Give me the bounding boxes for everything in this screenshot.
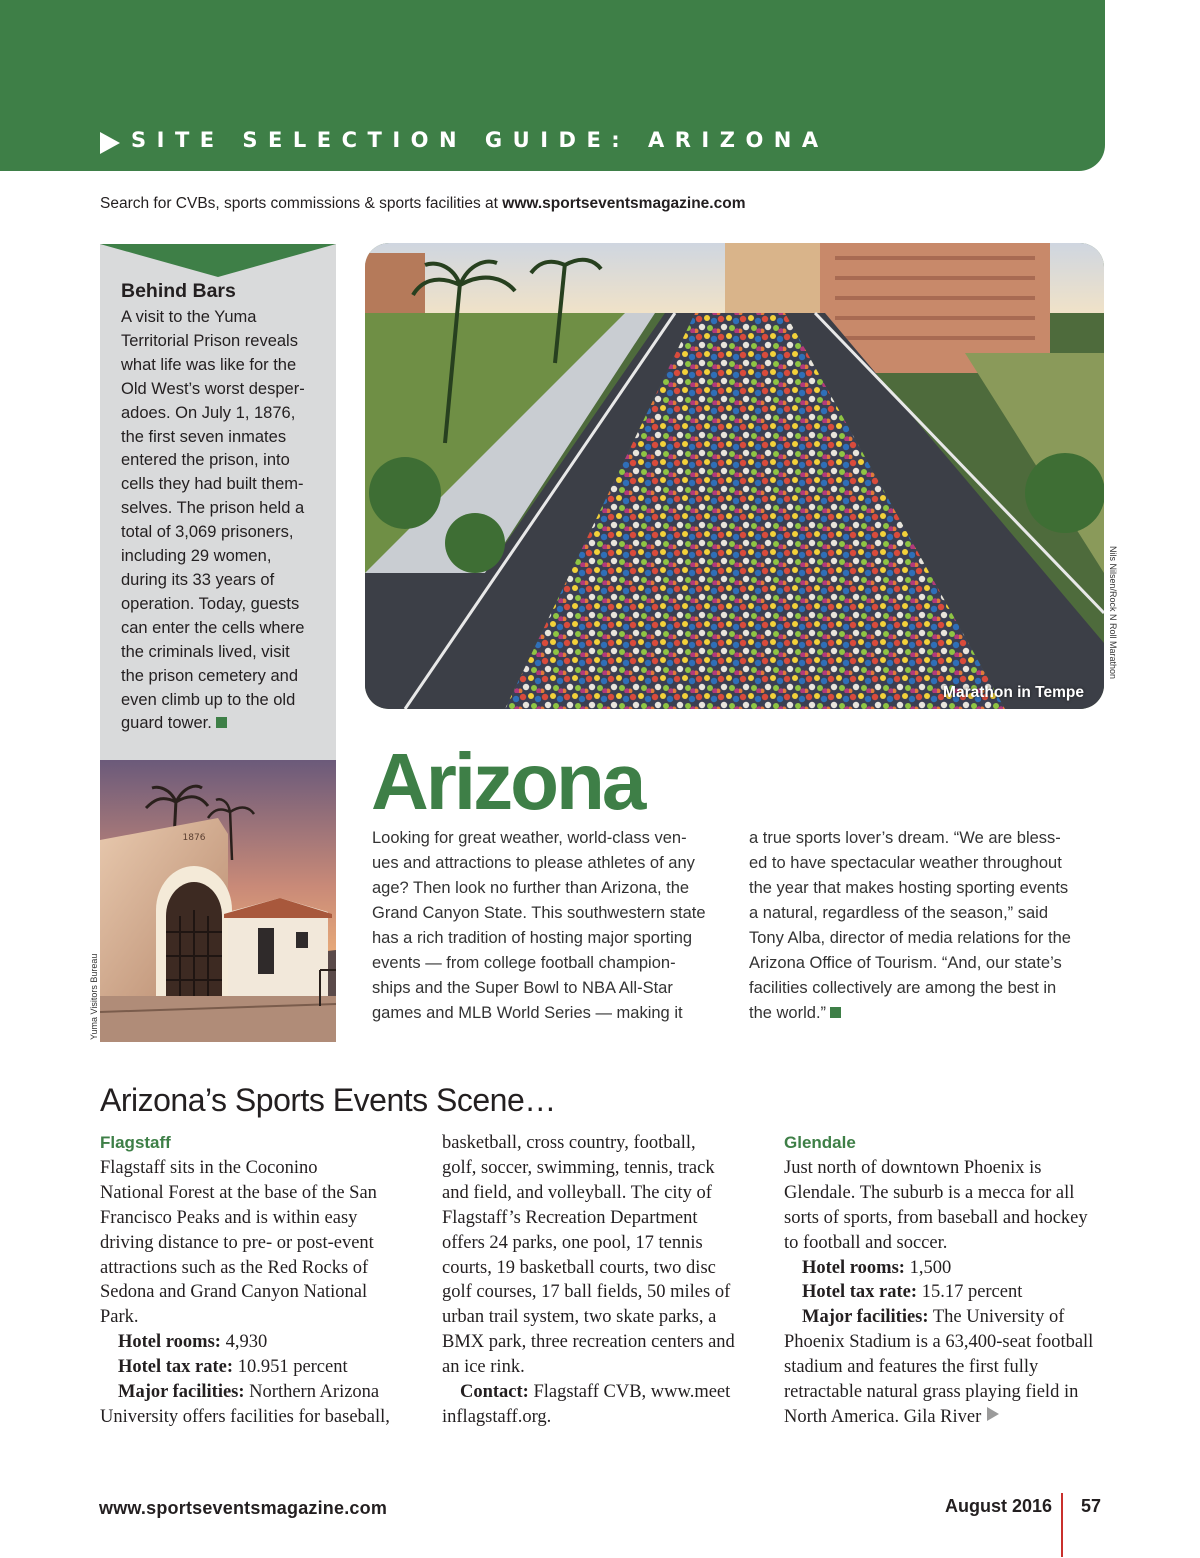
intro-line: Looking for great weather, world-class ven- xyxy=(372,829,687,847)
chevron-down-icon xyxy=(100,244,336,277)
section-title: SITE SELECTION GUIDE: ARIZONA xyxy=(131,128,829,152)
sidebar-line: even climb up to the old xyxy=(121,690,296,709)
photo-caption: Marathon in Tempe xyxy=(943,684,1084,701)
contact-line xyxy=(442,1380,770,1405)
header-banner xyxy=(0,0,1105,171)
body-line: urban trail system, two skate parks, a xyxy=(442,1307,717,1328)
intro-column-2 xyxy=(749,826,1109,1026)
footer-date: August 2016 xyxy=(945,1496,1053,1516)
prison-gate-photo xyxy=(100,760,336,1042)
body-line: Sedona and Grand Canyon National xyxy=(100,1282,368,1303)
body-line: Flagstaff’s Recreation Department xyxy=(442,1207,698,1228)
facilities-value: The University of xyxy=(932,1307,1065,1328)
body-line: basketball, cross country, football, xyxy=(442,1133,696,1153)
footer-url[interactable]: www.sportseventsmagazine.com xyxy=(99,1498,388,1518)
page-number: 57 xyxy=(1081,1496,1102,1516)
contact-value[interactable]: Flagstaff CVB, www.meet xyxy=(533,1382,731,1403)
hotel-rooms-line xyxy=(784,1256,1112,1281)
sidebar-line: cells they had built them- xyxy=(121,475,304,494)
facilities-value: Northern Arizona xyxy=(249,1382,380,1403)
marathon-photo xyxy=(365,243,1104,709)
body-line: attractions such as the Red Rocks of xyxy=(100,1257,369,1278)
scene-heading: Arizona’s Sports Events Scene… xyxy=(100,1082,556,1118)
hotel-rooms-label: Hotel rooms: xyxy=(802,1257,905,1278)
photo-credit-marathon: Nils Nilsen/Rock N Roll Marathon xyxy=(1108,546,1118,680)
intro-line: a true sports lover’s dream. “We are bless- xyxy=(749,829,1061,847)
body-line: BMX park, three recreation centers and xyxy=(442,1332,735,1353)
sidebar-line: Old West’s worst desper- xyxy=(121,379,305,398)
end-mark-icon xyxy=(216,717,227,728)
play-arrow-icon xyxy=(100,132,120,154)
intro-line: games and MLB World Series — making it xyxy=(372,1004,683,1022)
intro-line: Arizona Office of Tourism. “And, our state’s xyxy=(749,954,1062,972)
intro-line: ed to have spectacular weather throughout xyxy=(749,854,1062,872)
city-heading-flagstaff: Flagstaff xyxy=(100,1133,171,1152)
sidebar-title: Behind Bars xyxy=(121,280,236,302)
intro-line-last xyxy=(749,1001,1109,1026)
body-line: to football and soccer. xyxy=(784,1232,948,1253)
intro-line: events — from college football champion- xyxy=(372,954,676,972)
flagstaff-column xyxy=(100,1131,428,1430)
sidebar-line: what life was like for the xyxy=(121,355,297,374)
body-line: University offers facilities for baseball, xyxy=(100,1406,390,1427)
sidebar-line-last xyxy=(121,712,327,736)
sidebar-behind-bars xyxy=(100,244,336,760)
search-note-url[interactable]: www.sportseventsmagazine.com xyxy=(502,195,746,212)
contact-label: Contact: xyxy=(460,1382,529,1403)
body-line: golf, soccer, swimming, tennis, track xyxy=(442,1157,715,1178)
body-line: Flagstaff sits in the Coconino xyxy=(100,1157,318,1178)
hotel-rooms-value: 1,500 xyxy=(909,1257,952,1278)
city-heading-glendale: Glendale xyxy=(784,1133,856,1152)
intro-line: Grand Canyon State. This southwestern state xyxy=(372,904,706,922)
sidebar-line: Territorial Prison reveals xyxy=(121,331,298,350)
body-line: Phoenix Stadium is a 63,400-seat football xyxy=(784,1332,1094,1353)
contact-url-cont[interactable]: inflagstaff.org. xyxy=(442,1406,552,1427)
hotel-tax-line xyxy=(100,1355,428,1380)
facilities-label: Major facilities: xyxy=(118,1382,245,1403)
facilities-line xyxy=(784,1305,1112,1330)
end-mark-icon xyxy=(830,1007,841,1018)
sidebar-line: operation. Today, guests xyxy=(121,594,300,613)
body-line: Francisco Peaks and is within easy xyxy=(100,1207,358,1228)
hotel-rooms-line xyxy=(100,1330,428,1355)
hotel-tax-line xyxy=(784,1280,1112,1305)
body-line: driving distance to pre- or post-event xyxy=(100,1232,374,1253)
intro-line: has a rich tradition of hosting major sporting xyxy=(372,929,693,947)
body-line: courts, 19 basketball courts, two disc xyxy=(442,1257,716,1278)
sidebar-line: entered the prison, into xyxy=(121,451,290,470)
body-line: Just north of downtown Phoenix is xyxy=(784,1157,1042,1178)
flagstaff-column-continued xyxy=(442,1131,770,1430)
intro-line: the world.” xyxy=(749,1004,827,1022)
sidebar-line: the prison cemetery and xyxy=(121,666,299,685)
sidebar-line: total of 3,069 prisoners, xyxy=(121,523,294,542)
body-line: retractable natural grass playing field in xyxy=(784,1382,1079,1403)
hotel-tax-label: Hotel tax rate: xyxy=(802,1282,918,1303)
intro-column-1 xyxy=(372,826,732,1026)
search-note xyxy=(100,195,745,213)
article-title: Arizona xyxy=(371,737,644,826)
footer-divider xyxy=(1061,1493,1063,1557)
intro-line: age? Then look no further than Arizona, the xyxy=(372,879,690,897)
sidebar-text xyxy=(121,306,327,736)
intro-line: ships and the Super Bowl to NBA All-Star xyxy=(372,979,673,997)
body-line: an ice rink. xyxy=(442,1357,525,1378)
hotel-tax-value: 10.951 percent xyxy=(237,1357,348,1378)
sidebar-line: adoes. On July 1, 1876, xyxy=(121,403,296,422)
body-line: Glendale. The suburb is a mecca for all xyxy=(784,1182,1075,1203)
body-line: National Forest at the base of the San xyxy=(100,1182,377,1203)
body-line: offers 24 parks, one pool, 17 tennis xyxy=(442,1232,703,1253)
sidebar-line: the first seven inmates xyxy=(121,427,287,446)
hotel-rooms-value: 4,930 xyxy=(225,1332,268,1353)
sidebar-line: during its 33 years of xyxy=(121,570,275,589)
gate-year: 1876 xyxy=(182,833,206,843)
sidebar-line: the criminals lived, visit xyxy=(121,642,290,661)
sidebar-line: including 29 women, xyxy=(121,547,272,566)
sidebar-line: guard tower. xyxy=(121,714,212,733)
sidebar-line: A visit to the Yuma xyxy=(121,308,257,326)
search-note-text: Search for CVBs, sports commissions & sports facilities at xyxy=(100,195,498,212)
intro-line: the year that makes hosting sporting events xyxy=(749,879,1069,897)
sidebar-line: can enter the cells where xyxy=(121,618,305,637)
hotel-tax-value: 15.17 percent xyxy=(921,1282,1023,1303)
sidebar-line: selves. The prison held a xyxy=(121,499,305,518)
facilities-label: Major facilities: xyxy=(802,1307,929,1328)
facilities-line xyxy=(100,1380,428,1405)
intro-line: a natural, regardless of the season,” said xyxy=(749,904,1049,922)
intro-line: ues and attractions to please athletes of any xyxy=(372,854,695,872)
body-line: golf courses, 17 ball fields, 50 miles of xyxy=(442,1282,731,1303)
hotel-rooms-label: Hotel rooms: xyxy=(118,1332,221,1353)
continue-arrow-icon xyxy=(987,1407,999,1421)
hotel-tax-label: Hotel tax rate: xyxy=(118,1357,234,1378)
body-line: Park. xyxy=(100,1307,139,1328)
intro-line: facilities collectively are among the best in xyxy=(749,979,1057,997)
body-line: sorts of sports, from baseball and hockey xyxy=(784,1207,1088,1228)
body-line-continued xyxy=(784,1405,1112,1430)
intro-line: Tony Alba, director of media relations for the xyxy=(749,929,1071,947)
body-line: North America. Gila River xyxy=(784,1406,982,1427)
glendale-column xyxy=(784,1131,1112,1430)
photo-credit: Yuma Visitors Bureau xyxy=(89,953,99,1040)
body-line: and field, and volleyball. The city of xyxy=(442,1182,712,1203)
body-line: stadium and features the first fully xyxy=(784,1357,1039,1378)
